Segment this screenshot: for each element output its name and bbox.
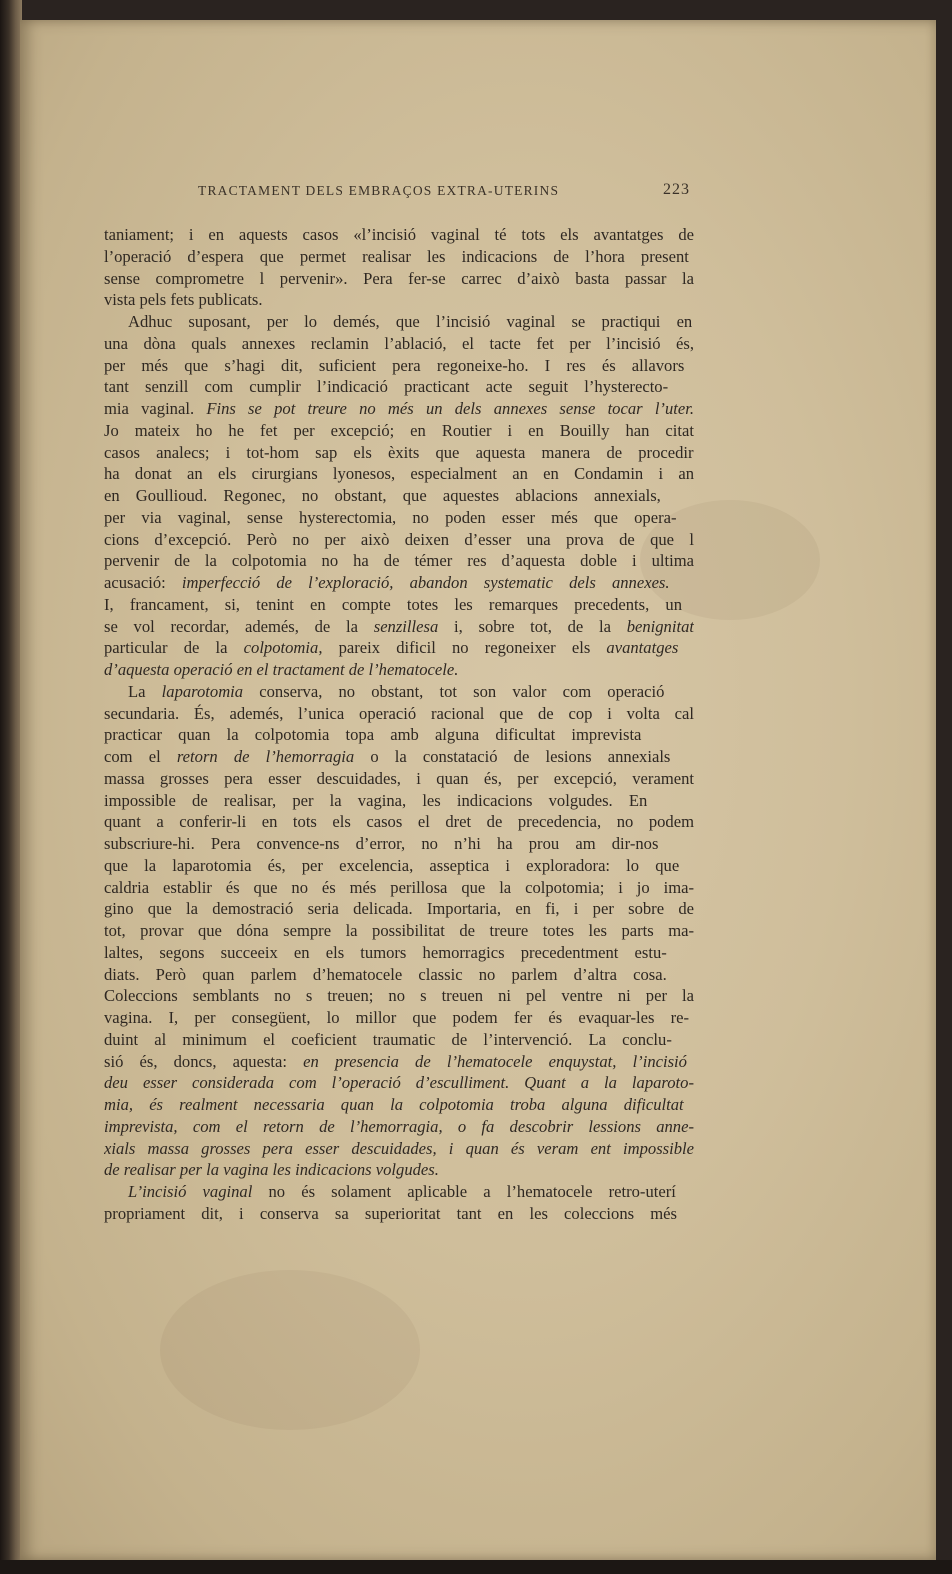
text-segment: casos analecs; i tot-hom sap els èxits que aquesta manera de procedir	[104, 442, 694, 462]
text-segment: practicar quan la colpotomia topa amb alguna dificultat imprevista	[104, 725, 642, 745]
text-segment: Adhuc suposant, per lo demés, que l’incisió vaginal se practiqui en	[128, 312, 693, 331]
text-line	[104, 268, 694, 290]
italic-text: laparotomia	[161, 681, 244, 701]
text-segment: I, francament, si, tenint en compte totes les remarques precedents, un	[104, 594, 683, 614]
text-segment: secundaria. És, ademés, l’unica operació racional que de cop i volta cal	[104, 703, 694, 723]
text-line	[104, 376, 694, 398]
text-segment: tant senzill com cumplir l’indicació practicant acte seguit l’hysterecto-	[104, 377, 669, 397]
text-segment: o la constatació de lesions annexials	[354, 747, 671, 766]
text-line	[104, 616, 694, 638]
text-segment: pareix dificil no regoneixer els	[322, 638, 607, 658]
running-header	[198, 183, 690, 205]
text-segment: Jo mateix ho he fet per excepció; en Routier i en Bouilly han citat	[104, 420, 694, 440]
italic-text: L’incisió vaginal	[128, 1182, 253, 1201]
italic-text: imprevista, com el retorn de l’hemorragia, o fa descobrir lessions anne-	[104, 1116, 694, 1136]
text-line	[104, 420, 694, 442]
text-line	[104, 1007, 694, 1029]
text-line	[104, 790, 694, 812]
text-segment: La	[128, 681, 162, 701]
text-segment: impossible de realisar, per la vagina, les indicacions volgudes. En	[104, 790, 648, 810]
text-line	[104, 985, 694, 1007]
text-segment: per via vaginal, sense hysterectomia, no poden esser més que opera-	[104, 507, 677, 527]
text-segment: massa grosses pera esser descuidades, i quan és, per excepció, verament	[104, 768, 694, 788]
text-line	[104, 572, 694, 594]
page-bottom-edge	[0, 1560, 952, 1574]
text-line	[104, 681, 694, 703]
text-segment: que la laparotomia és, per excelencia, asseptica i exploradora: lo que	[104, 855, 680, 875]
text-segment: taniament; i en aquests casos «l’incisió vaginal té tots els avantatges de	[104, 225, 694, 244]
text-line	[104, 507, 694, 529]
page-number: 223	[663, 181, 690, 198]
text-line	[104, 311, 694, 333]
text-segment: Coleccions semblants no s treuen; no s treuen ni pel ventre ni per la	[104, 986, 694, 1006]
text-line	[104, 637, 694, 659]
text-segment: per més que s’hagi dit, suficient pera regoneixe-ho. I res és allavors	[104, 355, 685, 375]
text-line	[104, 1116, 694, 1138]
text-segment: quant a conferir-li en tots els casos el dret de precedencia, no podem	[104, 812, 694, 832]
text-segment: com el	[104, 747, 177, 766]
text-segment: en Goullioud. Regonec, no obstant, que aquestes ablacions annexials,	[104, 486, 661, 505]
text-segment: ha donat an els cirurgians lyonesos, especialment an en Condamin i an	[104, 464, 694, 484]
text-line	[104, 724, 694, 746]
paper-stain	[160, 1270, 420, 1430]
text-line	[104, 811, 694, 833]
text-line	[104, 333, 694, 355]
text-line	[104, 942, 694, 964]
text-segment: se vol recordar, ademés, de la	[104, 616, 374, 636]
text-segment: duint al minimum el coeficient traumatic de l’intervenció. La conclu-	[104, 1029, 672, 1049]
italic-text: avantatges	[606, 638, 679, 658]
text-line	[104, 1051, 694, 1073]
italic-text: d’aquesta operació en el tractament de l’hematocele.	[104, 660, 459, 679]
italic-text: xials massa grosses pera esser descuidades, i quan és veram ent impossible	[104, 1138, 694, 1158]
text-line	[104, 463, 694, 485]
italic-text: benignitat	[626, 616, 694, 636]
text-segment: diats. Però quan parlem d’hematocele classic no parlem d’altra cosa.	[104, 964, 667, 984]
text-line	[104, 833, 694, 855]
text-line	[104, 746, 694, 768]
text-segment: laltes, segons succeeix en els tumors hemorragics precedentment estu-	[104, 942, 667, 962]
text-segment: l’operació d’espera que permet realisar les indicacions de l’hora present	[104, 246, 689, 266]
text-line	[104, 1072, 694, 1094]
italic-text: Fins se pot treure no més un dels annexes sense tocar l’uter.	[206, 399, 694, 418]
text-segment: conserva, no obstant, tot son valor com operació	[243, 681, 665, 701]
text-segment: i, sobre tot, de la	[438, 616, 627, 636]
text-segment: pervenir de la colpotomia no ha de témer res d’aquesta doble i ultima	[104, 551, 694, 571]
text-line	[104, 855, 694, 877]
italic-text: en presencia de l’hematocele enquystat, l’incisió	[303, 1051, 687, 1071]
italic-text: mia, és realment necessaria quan la colpotomia troba alguna dificultat	[104, 1095, 684, 1114]
italic-text: de realisar per la vagina les indicacions volgudes.	[104, 1160, 439, 1180]
text-line	[104, 1203, 694, 1225]
text-line	[104, 594, 694, 616]
text-segment: mia vaginal.	[104, 399, 207, 418]
running-title: TRACTAMENT DELS EMBRAÇOS EXTRA-UTERINS	[198, 183, 560, 198]
italic-text: senzillesa	[373, 616, 439, 636]
text-line	[104, 355, 694, 377]
text-segment: cions d’excepció. Però no per això deixen d’esser una prova de que l	[104, 529, 694, 549]
text-line	[104, 964, 694, 986]
text-segment: tot, provar que dóna sempre la possibilitat de treure totes les parts ma-	[104, 921, 694, 940]
text-segment: propriament dit, i conserva sa superioritat tant en les coleccions més	[104, 1203, 677, 1223]
text-segment: no és solament aplicable a l’hematocele retro-uterí	[252, 1182, 676, 1201]
text-segment: subscriure-hi. Pera convence-ns d’error, no n’hi ha prou am dir-nos	[104, 834, 659, 853]
text-line	[104, 877, 694, 899]
body-text	[104, 224, 694, 1225]
text-segment: una dòna quals annexes reclamin l’ablació, el tacte fet per l’incisió és,	[104, 333, 694, 353]
text-segment: vagina. I, per consegüent, lo millor que podem fer és evaquar-les re-	[104, 1008, 690, 1027]
text-line	[104, 529, 694, 551]
text-line	[104, 246, 694, 268]
text-segment: caldria establir és que no és més perillosa que la colpotomia; i jo ima-	[104, 877, 694, 897]
text-line	[104, 289, 694, 311]
text-line	[104, 550, 694, 572]
text-line	[104, 442, 694, 464]
text-line	[104, 659, 694, 681]
text-segment: acusació:	[104, 573, 182, 592]
text-line	[104, 898, 694, 920]
italic-text: deu esser considerada com l’operació d’esculliment. Quant a la laparoto-	[104, 1073, 694, 1093]
text-line	[104, 1138, 694, 1160]
text-line	[104, 703, 694, 725]
text-segment: gino que la demostració seria delicada. Importaria, en fi, i per sobre de	[104, 899, 694, 919]
text-line	[104, 1181, 694, 1203]
text-line	[104, 1029, 694, 1051]
text-segment: sió és, doncs, aquesta:	[104, 1051, 304, 1071]
text-line	[104, 485, 694, 507]
italic-text: colpotomia,	[243, 638, 323, 658]
text-segment: sense comprometre l pervenir». Pera fer-se carrec d’això basta passar la	[104, 268, 694, 288]
italic-text: imperfecció de l’exploració, abandon systematic dels annexes.	[181, 573, 670, 592]
text-line	[104, 398, 694, 420]
text-line	[104, 224, 694, 246]
text-line	[104, 920, 694, 942]
italic-text: retorn de l’hemorragia	[176, 747, 355, 766]
text-line	[104, 1159, 694, 1181]
text-segment: vista pels fets publicats.	[104, 290, 263, 310]
text-line	[104, 768, 694, 790]
book-spine	[0, 0, 22, 1574]
text-segment: particular de la	[104, 638, 244, 658]
text-line	[104, 1094, 694, 1116]
